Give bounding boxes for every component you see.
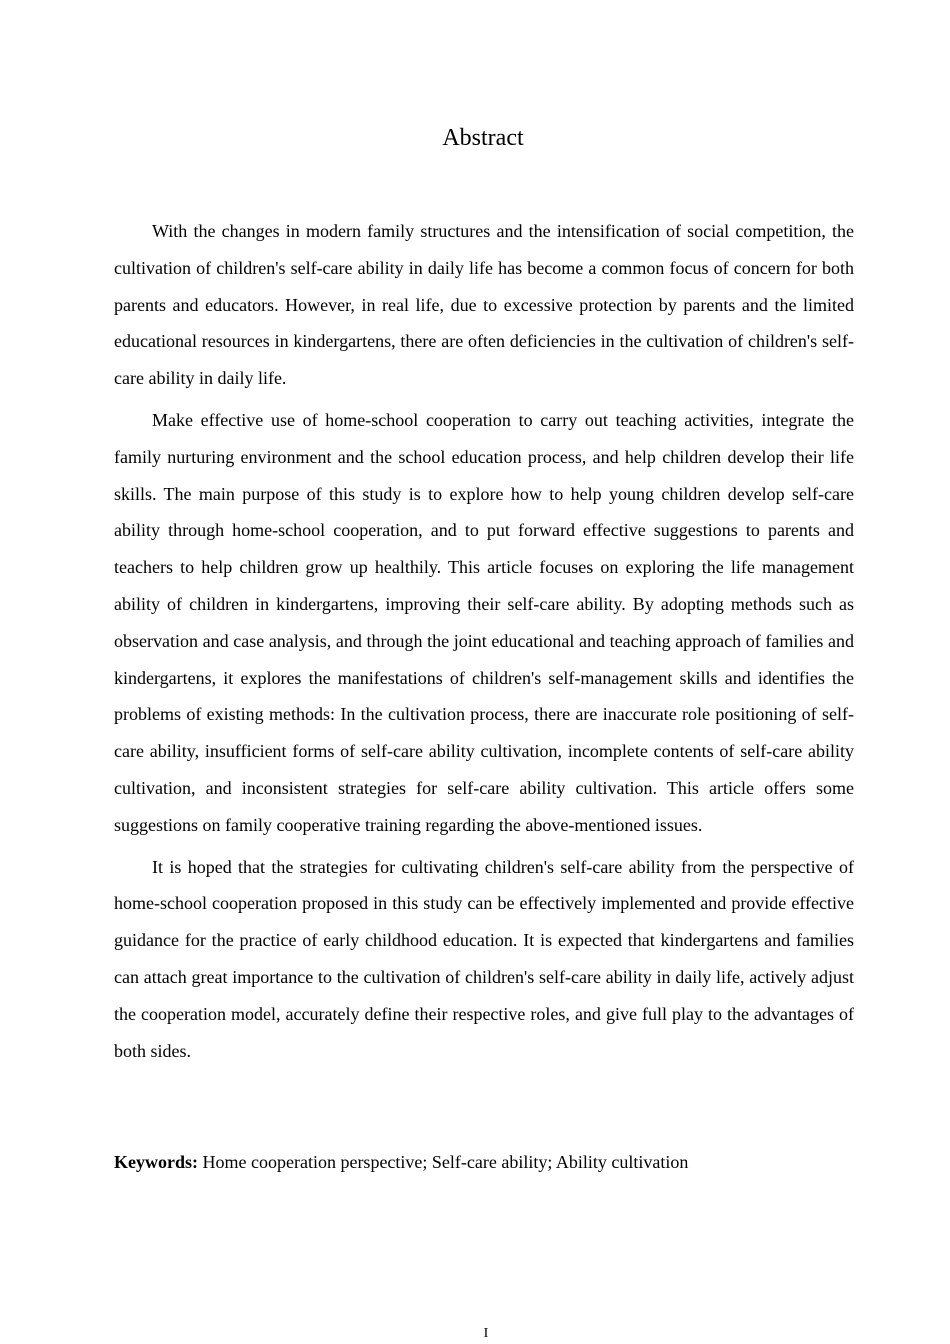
abstract-body [114,213,854,1074]
keywords-line [114,1146,854,1178]
abstract-paragraph-1: With the changes in modern family structures and the intensification of social competition, the cultivation of children's self-care ability in daily life has become a common focus of concern for both parents and educators. However, in real life, due to excessive protection by parents and the limited educational resources in kindergartens, there are often deficiencies in the cultivation of children's self-care ability in daily life. [114,221,854,389]
keywords-label: Keywords: [114,1152,198,1172]
abstract-title: Abstract [442,125,524,151]
abstract-paragraph-2: Make effective use of home-school cooperation to carry out teaching activities, integrate the family nurturing environment and the school education process, and help children develop their life skills. The main purpose of this study is to explore how to help young children develop self-care ability through home-school cooperation, and to put forward effective suggestions to parents and teachers to help children grow up healthily. This article focuses on exploring the life management ability of children in kindergartens, improving their self-care ability. By adopting methods such as observation and case analysis, and through the joint educational and teaching approach of families and kindergartens, it explores the manifestations of children's self-management skills and identifies the problems of existing methods: In the cultivation process, there are inaccurate role positioning of self-care ability, insufficient forms of self-care ability cultivation, incomplete contents of self-care ability cultivation, and inconsistent strategies for self-care ability cultivation. This article offers some suggestions on family cooperative training regarding the above-mentioned issues. [114,409,854,835]
abstract-paragraph-3: It is hoped that the strategies for cultivating children's self-care ability from the perspective of home-school cooperation proposed in this study can be effectively implemented and provide effective guidance for the practice of early childhood education. It is expected that kindergartens and families can attach great importance to the cultivation of children's self-care ability in daily life, actively adjust the cooperation model, accurately define their respective roles, and give full play to the advantages of both sides. [114,856,854,1061]
page-number: I [483,1326,489,1341]
keywords-text: Home cooperation perspective; Self-care ability; Ability cultivation [198,1152,689,1172]
